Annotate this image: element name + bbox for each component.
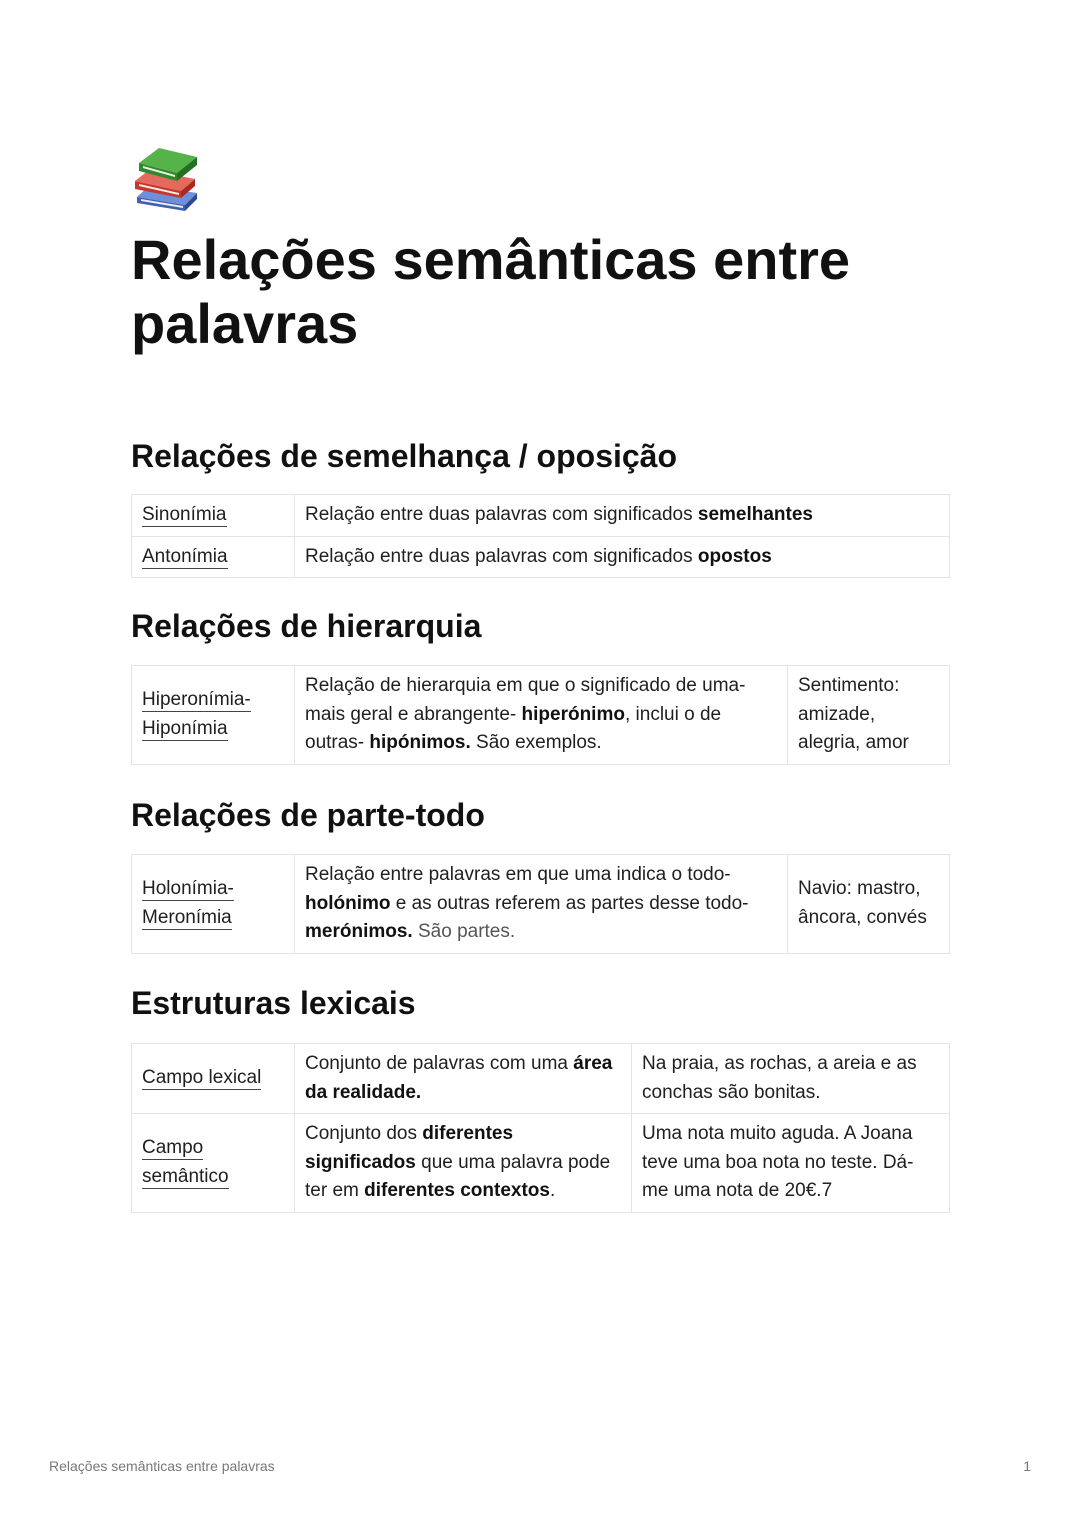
term-cell bbox=[132, 666, 295, 765]
table-row bbox=[132, 1044, 950, 1114]
part-whole-table bbox=[131, 854, 950, 954]
definition-cell: Relação entre palavras em que uma indica o todo- holónimo e as outras referem as partes desse todo- merónimos. São partes. bbox=[295, 855, 788, 954]
definition-cell: Relação entre duas palavras com significados opostos bbox=[295, 536, 950, 578]
table-row bbox=[132, 536, 950, 578]
lexical-structures-table bbox=[131, 1043, 950, 1213]
definition-cell: Relação de hierarquia em que o significado de uma- mais geral e abrangente- hiperónimo, inclui o de outras- hipónimos. São exemplos. bbox=[295, 666, 788, 765]
definition-cell: Relação entre duas palavras com significados semelhantes bbox=[295, 495, 950, 537]
section-heading-lexical-structures: Estruturas lexicais bbox=[131, 985, 416, 1021]
table-row bbox=[132, 1114, 950, 1213]
term-cell bbox=[132, 1114, 295, 1213]
term-link[interactable]: Campo semântico bbox=[142, 1137, 229, 1187]
page-title: Relações semânticas entre palavras bbox=[131, 228, 851, 355]
table-row bbox=[132, 855, 950, 954]
footer-page-number: 1 bbox=[1023, 1458, 1031, 1474]
similarity-table bbox=[131, 494, 950, 578]
section-heading-part-whole: Relações de parte-todo bbox=[131, 797, 485, 833]
example-cell: Na praia, as rochas, a areia e as conchas são bonitas. bbox=[632, 1044, 950, 1114]
term-link[interactable]: Hiperonímia-Hiponímia bbox=[142, 689, 251, 739]
table-row bbox=[132, 666, 950, 765]
example-cell: Navio: mastro, âncora, convés bbox=[788, 855, 950, 954]
example-cell: Uma nota muito aguda. A Joana teve uma boa nota no teste. Dá-me uma nota de 20€.7 bbox=[632, 1114, 950, 1213]
footer-title: Relações semânticas entre palavras bbox=[49, 1458, 275, 1474]
term-cell bbox=[132, 495, 295, 537]
definition-cell: Conjunto dos diferentes significados que uma palavra pode ter em diferentes contextos. bbox=[295, 1114, 632, 1213]
term-link[interactable]: Antonímia bbox=[142, 545, 228, 567]
term-cell bbox=[132, 536, 295, 578]
term-link[interactable]: Sinonímia bbox=[142, 504, 227, 525]
term-link[interactable]: Holonímia-Meronímia bbox=[142, 878, 234, 928]
term-link[interactable]: Campo lexical bbox=[142, 1067, 262, 1089]
example-cell: Sentimento: amizade, alegria, amor bbox=[788, 666, 950, 765]
section-heading-similarity: Relações de semelhança / oposição bbox=[131, 438, 678, 474]
books-icon bbox=[131, 143, 203, 215]
term-cell bbox=[132, 1044, 295, 1114]
section-heading-hierarchy: Relações de hierarquia bbox=[131, 608, 482, 644]
hierarchy-table bbox=[131, 665, 950, 765]
definition-cell: Conjunto de palavras com uma área da realidade. bbox=[295, 1044, 632, 1114]
term-cell bbox=[132, 855, 295, 954]
table-row bbox=[132, 495, 950, 537]
